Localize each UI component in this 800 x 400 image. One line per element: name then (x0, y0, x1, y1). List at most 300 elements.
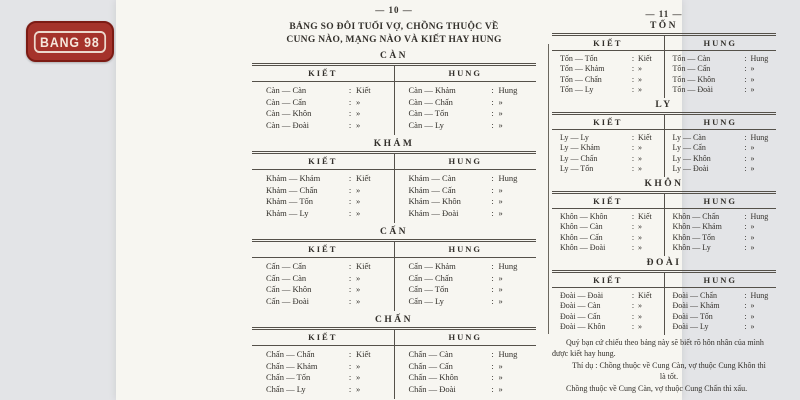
colon-separator: : (348, 261, 352, 271)
colon-separator: : (348, 108, 352, 118)
pair-result: » (638, 64, 642, 73)
col-header-kiet: KIẾT (252, 242, 395, 257)
table-row (252, 120, 394, 132)
pair-label: Càn — Càn (266, 85, 307, 95)
table-row (552, 322, 664, 333)
note-usage: Quý bạn cứ chiếu theo bảng này sẽ biết rõ hôn nhân của mình được kiết hay hung. (552, 338, 764, 358)
hung-column (395, 258, 537, 311)
table-row (665, 312, 777, 323)
kiet-column (252, 346, 395, 399)
colon-separator: : (491, 184, 494, 195)
section-chan (252, 315, 536, 399)
pair-result: » (356, 372, 361, 382)
table-row (395, 85, 537, 97)
pair-result: » (498, 184, 503, 195)
pair-result: » (356, 284, 361, 294)
colon-separator: : (744, 74, 747, 84)
table-row (552, 222, 664, 233)
col-header-hung: HUNG (703, 195, 737, 206)
pair-result: » (356, 184, 361, 195)
col-header-kiet: KIẾT (252, 330, 395, 345)
colon-separator: : (348, 383, 352, 394)
pair-result: » (750, 85, 755, 94)
pair-result: Hung (498, 85, 518, 95)
pair-result: Kiết (356, 349, 371, 359)
pair-label: Cấn — Càn (266, 272, 307, 283)
pair-result: » (638, 222, 642, 231)
pair-label: Đoài — Ly (672, 322, 709, 331)
table-row (552, 133, 664, 144)
colon-separator: : (491, 108, 494, 118)
section-ton (552, 21, 776, 98)
col-header-hung: HUNG (448, 332, 482, 342)
pair-result: » (750, 222, 755, 231)
pair-label: Khôn — Đoài (560, 243, 606, 252)
table-row (252, 384, 394, 396)
pair-result: » (638, 153, 642, 163)
pair-result: » (638, 322, 642, 331)
pair-label: Đoài — Khảm (672, 301, 720, 310)
pair-result: » (750, 311, 755, 321)
pair-label: Chấn — Cấn (408, 360, 453, 371)
colon-separator: : (348, 372, 352, 382)
table-row (252, 361, 394, 373)
table-row (665, 85, 777, 96)
page-number: — 10 — (375, 5, 413, 15)
table-body (552, 51, 776, 98)
col-header-hung: HUNG (703, 116, 737, 127)
pair-result: » (638, 74, 642, 84)
colon-separator: : (631, 243, 635, 252)
colon-separator: : (491, 349, 494, 359)
pair-label: Càn — Khảm (408, 85, 456, 95)
table-row (552, 243, 664, 254)
table-row (395, 273, 537, 285)
pair-label: Ly — Khảm (560, 143, 600, 152)
pair-label: Tốn — Chấn (560, 74, 602, 84)
pair-result: » (498, 207, 503, 218)
pair-label: Cấn — Chấn (408, 272, 453, 283)
colon-separator: : (744, 85, 747, 94)
table-row (665, 75, 777, 86)
section-heading: KHÔN (644, 179, 684, 189)
pair-result: » (498, 272, 503, 283)
pair-label: Ly — Cấn (672, 143, 706, 152)
colon-separator: : (348, 184, 352, 195)
pair-label: Đoài — Tốn (672, 311, 713, 321)
table-row (395, 384, 537, 396)
pair-result: » (356, 360, 361, 371)
pair-result: » (356, 119, 361, 130)
pair-label: Khôn — Tốn (672, 232, 716, 242)
table-row (395, 361, 537, 373)
hung-column (665, 288, 777, 335)
table-header-row (252, 242, 536, 258)
pair-label: Cấn — Cấn (266, 261, 307, 271)
colon-separator: : (744, 164, 747, 173)
col-header-kiet: KIẾT (552, 36, 665, 50)
section-heading: CÀN (379, 51, 409, 61)
table-row (252, 173, 394, 185)
pair-result: » (638, 243, 642, 252)
pair-result: » (356, 272, 361, 283)
table-row (552, 64, 664, 75)
colon-separator: : (348, 207, 352, 218)
kiet-column (552, 130, 665, 177)
hung-column (665, 130, 777, 177)
table-row (665, 64, 777, 75)
table-header-row (552, 115, 776, 130)
pair-result: » (750, 64, 755, 73)
table-body (552, 209, 776, 256)
table-header-row (252, 66, 536, 82)
pair-result: » (356, 196, 361, 206)
table-header-row (552, 273, 776, 288)
pair-label: Khôn — Cấn (560, 232, 603, 242)
table-row (252, 208, 394, 220)
table-row (395, 173, 537, 185)
table-row (665, 133, 777, 144)
pair-label: Đoài — Càn (560, 301, 601, 310)
table-row (665, 291, 777, 302)
pair-result: » (638, 164, 642, 173)
col-header-kiet: KIẾT (552, 194, 665, 208)
kiet-column (252, 258, 395, 311)
colon-separator: : (491, 295, 494, 306)
section-kham (252, 139, 536, 223)
pair-label: Tốn — Ly (560, 85, 594, 94)
kiet-column (552, 51, 665, 98)
bang98-badge (26, 21, 114, 62)
col-header-kiet: KIẾT (252, 66, 395, 81)
colon-separator: : (631, 53, 635, 63)
colon-separator: : (348, 173, 352, 183)
pair-label: Khôn — Ly (672, 243, 711, 252)
colon-separator: : (631, 132, 635, 142)
section-heading: KHẢM (373, 139, 415, 149)
table-row (252, 273, 394, 285)
colon-separator: : (348, 96, 352, 107)
colon-separator: : (491, 272, 494, 283)
compat-table (252, 63, 536, 135)
section-doai (552, 258, 776, 335)
table-row (252, 296, 394, 308)
pair-label: Ly — Tốn (560, 164, 594, 173)
table-row (252, 372, 394, 384)
table-row (395, 97, 537, 109)
table-row (395, 120, 537, 132)
table-row (395, 349, 537, 361)
pair-result: » (498, 119, 503, 130)
pair-label: Ly — Càn (672, 132, 706, 142)
pair-label: Cấn — Tốn (408, 284, 449, 294)
pair-label: Chấn — Tốn (266, 372, 311, 382)
table-header-row (252, 154, 536, 170)
compat-table (552, 33, 776, 98)
pair-result: » (638, 143, 642, 152)
colon-separator: : (348, 272, 352, 283)
col-header-hung: HUNG (703, 274, 737, 285)
kiet-column (552, 288, 665, 335)
table-row (552, 143, 664, 154)
col-header-hung: HUNG (703, 37, 737, 48)
col-header-hung: HUNG (448, 68, 482, 78)
section-khon (552, 179, 776, 256)
pair-label: Chấn — Khảm (266, 360, 318, 371)
colon-separator: : (744, 132, 747, 142)
pair-label: Khôn — Càn (560, 222, 603, 231)
document-title (252, 21, 536, 47)
colon-separator: : (744, 322, 747, 331)
colon-separator: : (491, 207, 494, 218)
colon-separator: : (491, 196, 494, 206)
compat-table (252, 327, 536, 399)
note-example-bad: Chồng thuộc về Cung Càn, vợ thuộc Cung Chấn thì xấu. (566, 384, 748, 393)
pair-result: » (498, 372, 503, 382)
pair-result: Hung (750, 53, 769, 63)
section-can-2 (252, 227, 536, 311)
col-header-kiet: KIẾT (252, 154, 395, 169)
colon-separator: : (491, 173, 494, 183)
pair-result: Hung (750, 132, 769, 142)
pair-result: » (498, 96, 503, 107)
pair-result: Hung (750, 211, 769, 221)
table-body (552, 288, 776, 335)
table-row (552, 212, 664, 223)
col-header-kiet: KIẾT (552, 115, 665, 129)
pair-label: Càn — Tốn (408, 108, 449, 118)
pair-label: Chấn — Càn (408, 349, 453, 359)
pair-result: » (750, 153, 755, 163)
colon-separator: : (348, 360, 352, 371)
book-spread (116, 0, 769, 400)
colon-separator: : (491, 383, 494, 394)
pair-result: » (356, 383, 361, 394)
pair-label: Khôn — Chấn (672, 211, 720, 221)
pair-result: Kiết (356, 173, 371, 183)
colon-separator: : (491, 284, 494, 294)
pair-label: Khảm — Chấn (266, 184, 318, 195)
table-row (395, 208, 537, 220)
pair-label: Khảm — Khôn (408, 196, 461, 206)
pair-result: Hung (498, 261, 518, 271)
table-row (552, 164, 664, 175)
pair-result: » (356, 96, 361, 107)
table-row (252, 185, 394, 197)
pair-label: Khảm — Khảm (266, 173, 321, 183)
pair-result: » (498, 360, 503, 371)
table-body (252, 258, 536, 311)
pair-label: Khôn — Khảm (672, 222, 722, 231)
pair-result: Kiết (638, 53, 652, 63)
table-row (252, 85, 394, 97)
colon-separator: : (348, 85, 352, 95)
pair-result: » (356, 295, 361, 306)
pair-result: Kiết (638, 132, 652, 142)
colon-separator: : (744, 211, 747, 221)
pair-result: Kiết (356, 85, 371, 95)
colon-separator: : (491, 85, 494, 95)
pair-result: » (498, 284, 503, 294)
table-row (665, 212, 777, 223)
colon-separator: : (631, 153, 635, 163)
colon-separator: : (744, 222, 747, 231)
section-heading: TỐN (649, 21, 679, 31)
footer-notes (552, 338, 776, 395)
pair-label: Càn — Ly (408, 119, 444, 130)
pair-result: Kiết (638, 211, 652, 221)
pair-result: » (750, 301, 755, 310)
title-line-2: CUNG NÀO, MẠNG NÀO VÀ KIẾT HAY HUNG (286, 35, 502, 45)
pair-label: Khảm — Càn (408, 173, 456, 183)
table-row (665, 222, 777, 233)
pair-result: » (750, 322, 755, 331)
pair-result: » (750, 143, 755, 152)
table-row (252, 108, 394, 120)
page-gutter-line (548, 44, 549, 334)
pair-result: » (356, 207, 361, 218)
pair-label: Ly — Đoài (672, 164, 709, 173)
compat-table (252, 239, 536, 311)
pair-result: » (498, 108, 503, 118)
table-row (665, 322, 777, 333)
colon-separator: : (631, 85, 635, 94)
pair-label: Cấn — Đoài (266, 295, 309, 306)
table-body (252, 346, 536, 399)
table-row (395, 108, 537, 120)
pair-label: Khảm — Cấn (408, 184, 456, 195)
pair-label: Đoài — Khôn (560, 322, 606, 331)
table-row (665, 143, 777, 154)
table-row (552, 85, 664, 96)
pair-label: Tốn — Càn (672, 53, 711, 63)
table-header-row (552, 194, 776, 209)
compat-table (252, 151, 536, 223)
pair-label: Ly — Ly (560, 132, 589, 142)
colon-separator: : (744, 290, 747, 300)
title-line-1: BẢNG SO ĐÔI TUỔI VỢ, CHỒNG THUỘC VỀ (289, 22, 499, 32)
table-row (665, 301, 777, 312)
pair-label: Tốn — Tốn (560, 53, 598, 63)
colon-separator: : (631, 311, 635, 321)
pair-label: Khảm — Đoài (408, 207, 459, 218)
colon-separator: : (744, 243, 747, 252)
hung-column (665, 209, 777, 256)
table-row (665, 54, 777, 65)
colon-separator: : (744, 153, 747, 163)
kiet-column (552, 209, 665, 256)
colon-separator: : (631, 301, 635, 310)
pair-label: Tốn — Đoài (672, 85, 713, 94)
pair-label: Càn — Đoài (266, 119, 309, 130)
table-row (665, 164, 777, 175)
colon-separator: : (348, 196, 352, 206)
colon-separator: : (744, 143, 747, 152)
colon-separator: : (631, 164, 635, 173)
pair-result: Hung (498, 349, 518, 359)
pair-result: Hung (750, 290, 769, 300)
table-row (252, 349, 394, 361)
table-row (552, 154, 664, 165)
table-row (252, 196, 394, 208)
colon-separator: : (631, 222, 635, 231)
pair-label: Đoài — Chấn (672, 290, 717, 300)
colon-separator: : (744, 301, 747, 310)
section-heading: CHẤN (375, 315, 413, 325)
table-header-row (552, 36, 776, 51)
pair-result: » (638, 85, 642, 94)
colon-separator: : (491, 96, 494, 107)
pair-label: Càn — Chấn (408, 96, 453, 107)
colon-separator: : (348, 119, 352, 130)
pair-label: Ly — Khôn (672, 153, 711, 163)
section-heading: LY (655, 100, 673, 110)
pair-label: Chấn — Chấn (266, 349, 315, 359)
compat-table (552, 191, 776, 256)
colon-separator: : (631, 143, 635, 152)
col-header-hung: HUNG (448, 156, 482, 166)
page-10 (252, 0, 536, 399)
colon-separator: : (631, 322, 635, 331)
pair-label: Chấn — Đoài (408, 383, 456, 394)
colon-separator: : (348, 295, 352, 306)
table-body (252, 82, 536, 135)
colon-separator: : (631, 74, 635, 84)
colon-separator: : (348, 284, 352, 294)
pair-label: Càn — Khôn (266, 108, 312, 118)
pair-result: » (638, 311, 642, 321)
table-row (552, 233, 664, 244)
table-row (395, 372, 537, 384)
pair-label: Khảm — Ly (266, 207, 309, 218)
pair-label: Tốn — Khảm (560, 64, 605, 73)
section-heading: CẤN (379, 227, 409, 237)
section-can (252, 51, 536, 135)
pair-label: Đoài — Cấn (560, 311, 601, 321)
pair-result: Kiết (638, 290, 652, 300)
pair-label: Tốn — Khôn (672, 74, 716, 84)
table-row (395, 296, 537, 308)
table-header-row (252, 330, 536, 346)
table-row (552, 312, 664, 323)
compat-table (552, 112, 776, 177)
pair-result: » (638, 232, 642, 242)
pair-label: Chấn — Ly (266, 383, 306, 394)
colon-separator: : (631, 232, 635, 242)
colon-separator: : (744, 53, 747, 63)
pair-result: » (638, 301, 642, 310)
pair-result: » (498, 196, 503, 206)
section-ly (552, 100, 776, 177)
colon-separator: : (631, 64, 635, 73)
section-heading: ĐOÀI (646, 258, 682, 268)
pair-label: Khảm — Tốn (266, 196, 314, 206)
table-row (395, 185, 537, 197)
page-11 (552, 0, 776, 395)
kiet-column (252, 82, 395, 135)
col-header-kiet: KIẾT (552, 273, 665, 287)
table-row (252, 97, 394, 109)
table-row (395, 196, 537, 208)
colon-separator: : (631, 211, 635, 221)
table-row (552, 291, 664, 302)
pair-label: Cấn — Khôn (266, 284, 312, 294)
pair-label: Đoài — Đoài (560, 290, 604, 300)
pair-result: » (750, 243, 755, 252)
pair-label: Tốn — Cấn (672, 64, 711, 73)
pair-label: Cấn — Khảm (408, 261, 456, 271)
colon-separator: : (491, 119, 494, 130)
